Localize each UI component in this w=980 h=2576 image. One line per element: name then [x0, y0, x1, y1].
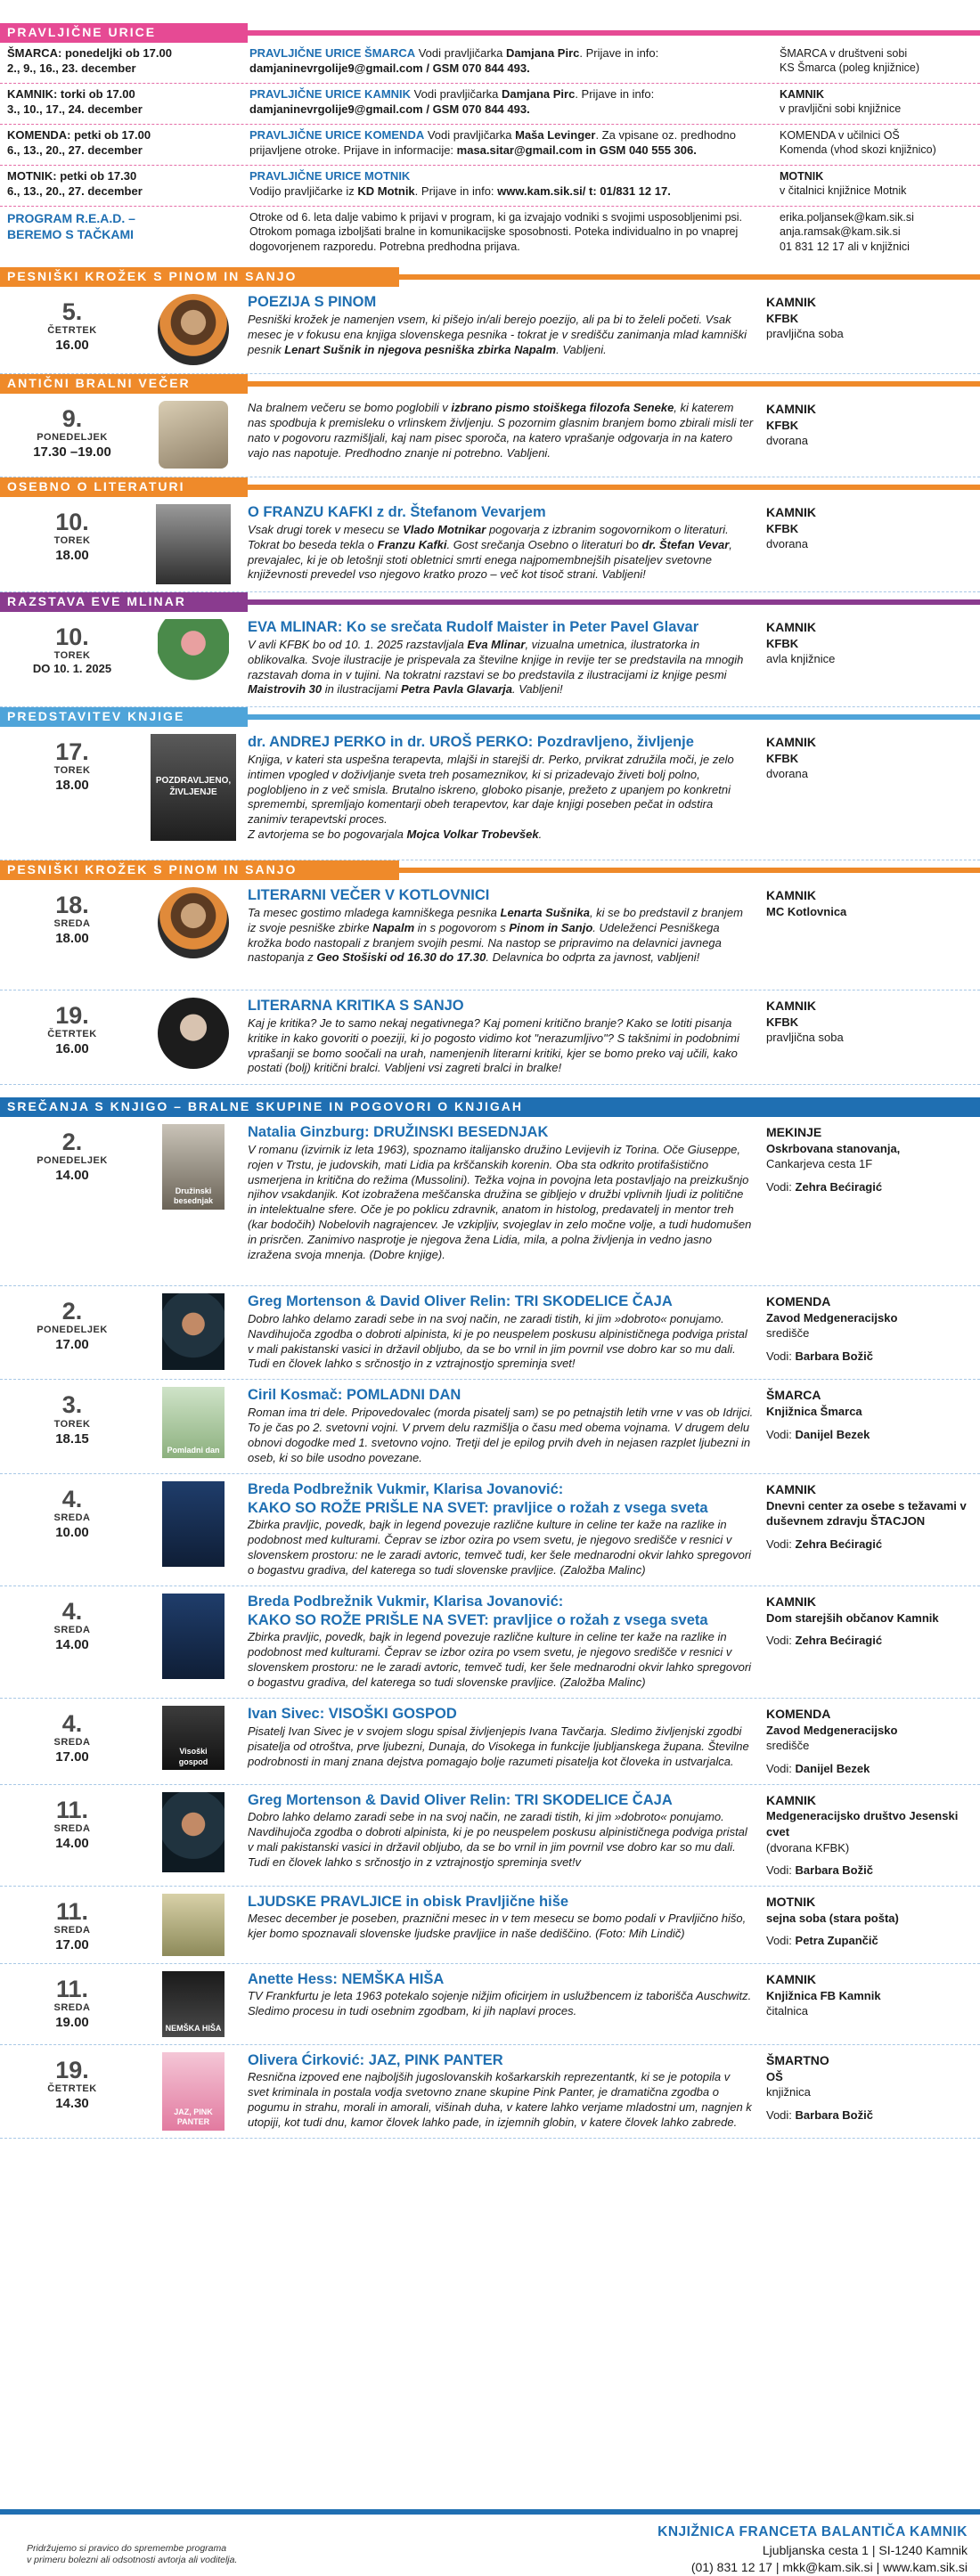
book-cover-image: NEMŠKA HIŠA	[162, 1971, 225, 2037]
urice-row-komenda: KOMENDA: petki ob 17.00 6., 13., 20., 27. december PRAVLJIČNE URICE KOMENDA Vodi pravljičarka Maša Levinger. Za vpisane oz. predhodno prijavljene otroke. Prijave in informacije: masa.sitar@gmail.com in GSM 040 555 306. KOMENDA v učilnici OŠ Komenda (vhod skozi knjižnico)	[0, 125, 980, 166]
srecanje-item: 3. TOREK 18.15 Pomladni dan Ciril Kosmač: POMLADNI DAN Roman ima tri dele. Pripovedovalec (morda pisatelj sam) se po petnajstih letih vrne v vas ob Idrijci. To je čas po 2. svetovni vojni. V prvem delu razmišlja o času med obema vojnama. V drugem delu obnovi dogodke med 1. svetovno vojno. Tretji del je epilog prvih dveh in nejasen razplet ljubezni in oseb, ki so bile usodno povezane. ŠMARCA Knjižnica Šmarca Vodi: Danijel Bezek	[0, 1380, 980, 1473]
book-cover-image	[162, 1293, 225, 1370]
section-title: PRAVLJIČNE URICE	[0, 23, 248, 43]
illustration-image	[158, 619, 229, 699]
event-literarna-kritika: 19. ČETRTEK 16.00 LITERARNA KRITIKA S SANJO Kaj je kritika? Je to samo nekaj negativnega? Kaj pomeni kritično branje? Kako se lotiti pisanja kritike in kako govoriti o poeziji, ki jo pogosto vidimo kot "nerazumljivo"? S takšnimi in podobnimi vprašanji se bomo soočali na urah, namenjenih literarni kritiki, kjer se bomo preko vaj učili, kako postati (bolj) kritični bralci. Vabljeni vsi zagreti bralci in bralke! KAMNIK KFBK pravljična soba	[0, 990, 980, 1085]
footer: Pridržujemo si pravico do spremembe programa v primeru bolezni ali odsotnosti avtorja ali voditelja. KNJIŽNICA FRANCETA BALANTIČA KAMNIK Ljubljanska cesta 1 | SI-1240 Kamnik (01) 831 12 17 | mkk@kam.sik.si | www.kam.sik.si	[0, 2509, 980, 2572]
urice-table	[0, 43, 980, 267]
book-cover-image: POZDRAVLJENO, ŽIVLJENJE	[151, 734, 236, 841]
event-eva-mlinar: 10. TOREK DO 10. 1. 2025 EVA MLINAR: Ko se srečata Rudolf Maister in Peter Pavel Glavar V avli KFBK bo od 10. 1. 2025 razstavljala Eva Mlinar, vizualna umetnica, ilustratorka in oblikovalka. Svoje ilustracije je prispevala za številne knjige in revije ter se predstavila na mnogih razstavah doma in v tujini. Na tokratni razstavi se bo predstavila z ilustracijami iz knjige pesmi Maistrovih 30 in ilustracijami Petra Pavla Glavarja. Vabljeni! KAMNIK KFBK avla knjižnice	[0, 612, 980, 707]
srecanje-item: 11. SREDA 14.00 Greg Mortenson & David Oliver Relin: TRI SKODELICE ČAJA Dobro lahko delamo zaradi sebe in na svoj način, ne zaradi tistih, ki jim »dobroto« ponujamo. Navdihujoča zgodba o dobroti alpinista, ki je po neuspelem poskusu alpinističnega podviga pristal v mali pakistanski vasici in državil obljubo, da se bo vrnil in jim povrnil vse dobro kar so mu dali. Tudi en človek lahko s srčnostjo in z vztrajnostjo spreminja svet!v KAMNIK Medgeneracijsko društvo Jesenski cvet (dvorana KFBK) Vodi: Barbara Božič	[0, 1785, 980, 1887]
book-cover-image	[162, 1792, 225, 1872]
library-name: KNJIŽNICA FRANCETA BALANTIČA KAMNIK	[657, 2524, 968, 2539]
event-anticni-vecer: 9. PONEDELJEK 17.30 –19.00 Na bralnem večeru se bomo poglobili v izbrano pismo stoiškega filozofa Seneke, ki katerem nas spodbuja k premisleku o vrlinskem življenju. S pozornim glasnim branjem bomo zbirali misli ter nato v pogovoru razmišljali, kaj nam pisec sporoča, na katero vprašanje odgovarja in na katero vajo nas napotuje. Predhodno znanje ni potrebno. Vabljeni. KAMNIK KFBK dvorana	[0, 394, 980, 477]
event-franz-kafka: 10. TOREK 18.00 O FRANZU KAFKI z dr. Štefanom Vevarjem Vsak drugi torek v mesecu se Vlado Motnikar pogovarja z izbranim sogovornikom o literaturi. Tokrat bo beseda tekla o Franzu Kafki. Gost srečanja Osebno o literaturi bo dr. Štefan Vevar, prevajalec, ki je ob letošnji stoti obletnici smrti enega najpomembnejših pisateljev svetovne književnosti prevedel vso njegovo kratko prozo – več kot tisoč strani. Vabljeni! KAMNIK KFBK dvorana	[0, 497, 980, 592]
urice-row-kamnik: KAMNIK: torki ob 17.00 3., 10., 17., 24. december PRAVLJIČNE URICE KAMNIK Vodi pravljičarka Damjana Pirc. Prijave in info: damjaninevrgolije9@gmail.com / GSM 070 844 493. KAMNIK v pravljični sobi knjižnice	[0, 84, 980, 125]
srecanje-item: 11. SREDA 19.00 NEMŠKA HIŠA Anette Hess: NEMŠKA HIŠA TV Frankfurtu je leta 1963 potekalo sojenje nižjim oficirjem in uslužbencem iz taborišča Auschwitz. Sledimo procesu in tudi osebnim zgodbam, ki jih naplavi proces. KAMNIK Knjižnica FB Kamnik čitalnica	[0, 1964, 980, 2045]
urice-row-smarca: ŠMARCA: ponedeljki ob 17.00 2., 9., 16., 23. december PRAVLJIČNE URICE ŠMARCA Vodi pravljičarka Damjana Pirc. Prijave in info: damjaninevrgolije9@gmail.com / GSM 070 844 493. ŠMARCA v društveni sobi KS Šmarca (poleg knjižnice)	[0, 43, 980, 84]
srecanja-list	[0, 1117, 980, 2139]
portrait-image	[158, 294, 229, 365]
library-address: Ljubljanska cesta 1 | SI-1240 Kamnik	[762, 2542, 968, 2557]
event-poezija-s-pinom: 5. ČETRTEK 16.00 POEZIJA S PINOM Pesniški krožek je namenjen vsem, ki pišejo in/ali berejo poezijo, ali pa bi to želeli početi. Vsak mesec je v fokusu ena knjiga slovenskega pesnika - tokrat je v središču zanimanja mlad kamniški pesnik Lenart Sušnik in njegova pesniška zbirka Napalm. Vabljeni. KAMNIK KFBK pravljična soba	[0, 287, 980, 374]
section-header-osebno: OSEBNO O LITERATURI	[0, 477, 980, 497]
contact-link[interactable]: www.kam.sik.si/ t: 01/831 12 17.	[497, 183, 671, 198]
book-cover-image: Pomladni dan	[162, 1387, 225, 1458]
section-header-srecanja: SREČANJA S KNJIGO – BRALNE SKUPINE IN POGOVORI O KNJIGAH	[0, 1097, 980, 1117]
book-cover-image: Družinski besednjak	[162, 1124, 225, 1210]
section-header-poezija-2: PESNIŠKI KROŽEK S PINOM IN SANJO	[0, 860, 980, 880]
kafka-portrait-image	[156, 504, 231, 584]
contact-link[interactable]: damjaninevrgolije9@gmail.com / GSM 070 844 493.	[249, 102, 530, 116]
library-contact[interactable]: (01) 831 12 17 | mkk@kam.sik.si | www.kam.sik.si	[690, 2559, 968, 2574]
section-header-predstavitev: PREDSTAVITEV KNJIGE	[0, 707, 980, 727]
srecanje-item: 4. SREDA 14.00 Breda Podbrežnik Vukmir, Klarisa Jovanović: KAKO SO ROŽE PRIŠLE NA SVET: pravljice o rožah z vsega sveta Zbirka pravljic, povedk, bajk in legend povezuje različne kulture in celine ter kaže na razlike in podobnost med kulturami. Čeprav se izbor ozira po vsem svetu, je njegovo središče v resnici v slovenskem prostoru: ne le zaradi avtoric, temveč tudi, ker šele mednarodni okvir lahko spregovori o bogastvu gradiva, del katerega so tudi slovenske pravljice. (Založba Malinc) KAMNIK Dom starejših občanov Kamnik Vodi: Zehra Bećiragić	[0, 1586, 980, 1699]
srecanje-item: 11. SREDA 17.00 LJUDSKE PRAVLJICE in obisk Pravljične hiše Mesec december je poseben, praznični mesec in v tem mesecu se bomo podali v Pravljično hišo, kjer bomo spoznavali slovenske ljudske pravljice in naše dediščino. (Foto: Mih Lindič) MOTNIK sejna soba (stara pošta) Vodi: Petra Zupančič	[0, 1887, 980, 1964]
srecanje-item: 2. PONEDELJEK 14.00 Družinski besednjak Natalia Ginzburg: DRUŽINSKI BESEDNJAK V romanu (izvirnik iz leta 1963), spoznamo italijansko družino Levijevih iz Torina. Oče Giuseppe, rojen v Trstu, je judovskih, mati Lidia pa krščanskih korenin. Oba sta odkrito protifašistično usmerjena in kritična do režima (Mussolini). Težka vojna in povojna leta postavljajo na preizkušnjo njihov vsakdanjik. Kot izobražena meščanska družina se gibljejo v družbi vplivnih ljudi iz politične in intelektualne sfere. Oče je po poklicu zdravnik, anatom in histolog, predavatelj in mentor treh (kar bodočih) Nobelovih nagrajencev. Je vzkipljiv, svojeglav in zelo močne volje, a tudi hudomušen in prisrčen. Zanimivo nasprotje je njegova žena Lidia, mila, a polna življenja in vedno jasno izražena svoja mnenja. (Dobre knjige). MEKINJE Oskrbovana stanovanja, Cankarjeva cesta 1F Vodi: Zehra Bećiragić	[0, 1117, 980, 1286]
srecanje-item: 4. SREDA 10.00 Breda Podbrežnik Vukmir, Klarisa Jovanović: KAKO SO ROŽE PRIŠLE NA SVET: pravljice o rožah z vsega sveta Zbirka pravljic, povedk, bajk in legend povezuje različne kulture in celine ter kaže na razlike in podobnost med kulturami. Čeprav se izbor ozira po vsem svetu, je njegovo središče v resnici v slovenskem prostoru: ne le zaradi avtoric, temveč tudi, ker šele mednarodni okvir lahko spregovori o bogastvu gradiva, del katerega so tudi slovenske pravljice. (Založba Malinc) KAMNIK Dnevni center za osebe s težavami v duševnem zdravju ŠTACJON Vodi: Zehra Bećiragić	[0, 1474, 980, 1586]
book-cover-image	[162, 1481, 225, 1567]
portrait-image	[158, 887, 229, 958]
book-cover-image	[162, 1894, 225, 1956]
urice-row-motnik: MOTNIK: petki ob 17.30 6., 13., 20., 27. december PRAVLJIČNE URICE MOTNIK Vodijo pravljičarke iz KD Motnik. Prijave in info: www.kam.sik.si/ t: 01/831 12 17. MOTNIK v čitalnici knjižnice Motnik	[0, 166, 980, 207]
program-page	[0, 23, 980, 2572]
seneca-bust-image	[159, 401, 228, 469]
contact-link[interactable]: damjaninevrgolije9@gmail.com / GSM 070 844 493.	[249, 61, 530, 75]
contact-link[interactable]: masa.sitar@gmail.com in GSM 040 555 306.	[456, 143, 697, 157]
section-header-urice	[0, 23, 980, 43]
srecanje-item: 19. ČETRTEK 14.30 JAZ, PINK PANTER Olivera Ćirković: JAZ, PINK PANTER Resnična izpoved ene najboljših jugoslovanskih košarkarskih reprezentantk, ki se je potopila v svet kriminala in postala vodja svetovno znane skupine Pink Panter, je dramatična zgodba o pogumu in strahu, morali in amorali, višinah duha, v katere lahko verjame mladostni um, nagnjen k utopiji, kot tudi dnu, kamor človek lahko pade, in izjemnih globin, v katere človek lahko zabrede. ŠMARTNO OŠ knjižnica Vodi: Barbara Božič	[0, 2045, 980, 2139]
srecanje-item: 4. SREDA 17.00 Visoški gospod Ivan Sivec: VISOŠKI GOSPOD Pisatelj Ivan Sivec je v svojem slogu spisal življenjepis Ivana Tavčarja. Sledimo življenjski zgodbi pisatelja od otroštva, prve ljubezni, Dunaja, do Visokega in funkcije ljubljanskega župana. Številne podrobnosti in manj znana dejstva pomagajo bolje razumeti pisatelja kot človeka in ustvarjalca. KOMENDA Zavod Medgeneracijsko središče Vodi: Danijel Bezek	[0, 1699, 980, 1785]
section-header-poezija: PESNIŠKI KROŽEK S PINOM IN SANJO	[0, 267, 980, 287]
srecanje-item: 2. PONEDELJEK 17.00 Greg Mortenson & David Oliver Relin: TRI SKODELICE ČAJA Dobro lahko delamo zaradi sebe in na svoj način, ne zaradi tistih, ki jim »dobroto« ponujamo. Navdihujoča zgodba o dobroti alpinista, ki je po neuspelem poskusu alpinističnega podviga pristal v mali pakistanski vasici in državil obljubo, da se bo vrnil in jim povrnil vse dobro kar so mu dali. Tudi en človek lahko s srčnostjo in z vztrajnostjo spreminja svet! KOMENDA Zavod Medgeneracijsko središče Vodi: Barbara Božič	[0, 1286, 980, 1380]
book-cover-image: JAZ, PINK PANTER	[162, 2052, 225, 2131]
book-cover-image	[162, 1594, 225, 1679]
read-program-row: PROGRAM R.E.A.D. – BEREMO S TAČKAMI Otroke od 6. leta dalje vabimo k prijavi v program, ki ga izvajajo vodniki s svojimi usposobljenimi psi. Otrokom pomaga izboljšati bralne in komunikacijske sposobnosti. Poteka individualno in po vnaprej dogovorjenem razporedu. Potrebna predhodna prijava. erika.poljansek@kam.sik.si anja.ramsak@kam.sik.si 01 831 12 17 ali v knjižnici	[0, 207, 980, 267]
section-header-razstava: RAZSTAVA EVE MLINAR	[0, 592, 980, 612]
section-header-anticni: ANTIČNI BRALNI VEČER	[0, 374, 980, 394]
email-link[interactable]: erika.poljansek@kam.sik.si	[780, 211, 914, 224]
event-pozdravljeno-zivljenje: 17. TOREK 18.00 POZDRAVLJENO, ŽIVLJENJE dr. ANDREJ PERKO in dr. UROŠ PERKO: Pozdravljeno, življenje Knjiga, v kateri sta uspešna terapevta, mlajši in starejši dr. Perko, prvikrat združila moči, je zelo intimen vpogled v doživljanje sveta treh posameznikov, ki si prizadevajo živeti bolj polno, poglobljeno in z več smisla. Brutalno iskreno, globoko pisanje, prežeto z upanjem po konkretni spremembi, spremljajo komentarji obeh terapevtov, kar daje knjigi poseben pečat in odstira zanimiv terapevtski proces. Z avtorjema se bo pogovarjala Mojca Volkar Trobevšek. KAMNIK KFBK dvorana	[0, 727, 980, 860]
portrait-image	[158, 998, 229, 1069]
book-cover-image: Visoški gospod	[162, 1706, 225, 1770]
event-literarni-vecer: 18. SREDA 18.00 LITERARNI VEČER V KOTLOVNICI Ta mesec gostimo mladega kamniškega pesnika Lenarta Sušnika, ki se bo predstavil z branjem iz svoje pesniške zbirke Napalm in s pogovorom s Pinom in Sanjo. Udeleženci Pesniškega krožka bodo nastopali z branjem svojih pesmi. Na nastop se pripravimo na delavnici javnega nastopanja z Geo Stošiski od 16.30 do 17.30. Delavnica bo odprta za javnost, vabljeni! KAMNIK MC Kotlovnica	[0, 880, 980, 990]
email-link[interactable]: anja.ramsak@kam.sik.si	[780, 225, 901, 239]
